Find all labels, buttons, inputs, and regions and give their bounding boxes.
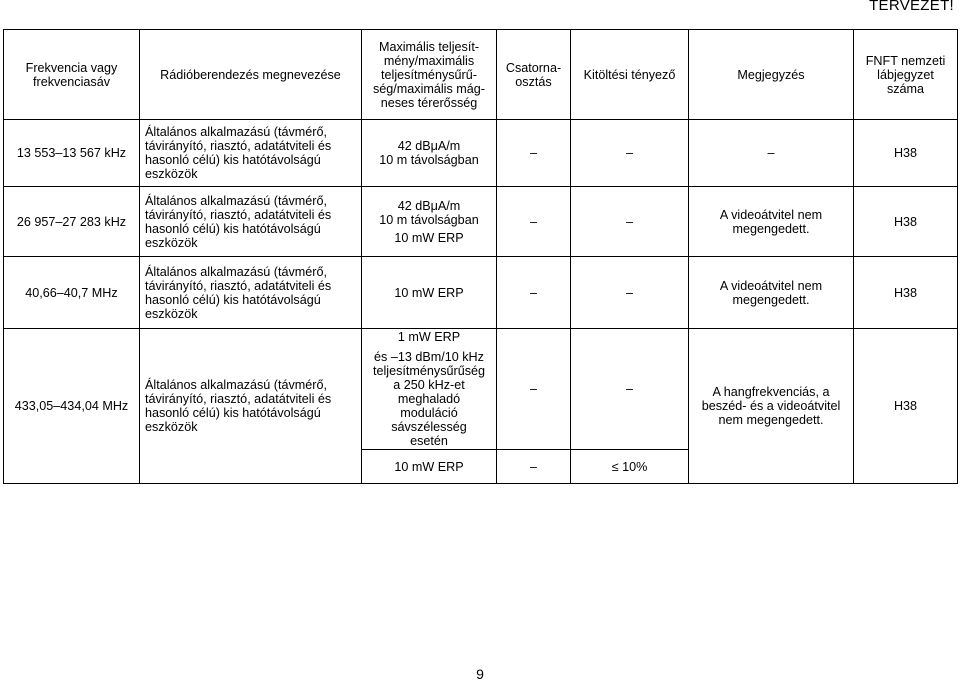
cell-power: 10 mW ERP (362, 257, 497, 329)
draft-label: TERVEZET! (869, 0, 954, 14)
header-fnft: FNFT nemzeti lábjegyzet száma (854, 30, 958, 120)
cell-note: A videoátvitel nem megengedett. (689, 187, 854, 257)
cell-fnft: H38 (854, 187, 958, 257)
cell-power-sub: 10 mW ERP (362, 450, 497, 484)
cell-note: A hangfrekvenciás, a beszéd- és a videoátvitel nem megengedett. (689, 329, 854, 484)
cell-power (362, 187, 497, 257)
cell-fnft: H38 (854, 257, 958, 329)
frequency-allocation-table (3, 29, 958, 484)
cell-channel: – (497, 120, 571, 187)
cell-channel-sub: – (497, 450, 571, 484)
cell-power (362, 120, 497, 187)
power-line: 10 mW ERP (394, 230, 464, 245)
cell-note: A videoátvitel nem megengedett. (689, 257, 854, 329)
table-header-row (4, 30, 958, 120)
cell-power (362, 329, 497, 450)
cell-channel: – (497, 257, 571, 329)
cell-freq: 26 957–27 283 kHz (4, 187, 140, 257)
table-row (4, 120, 958, 187)
cell-channel: – (497, 329, 571, 450)
header-freq: Frekvencia vagy frekvenciasáv (4, 30, 140, 120)
cell-duty: – (571, 329, 689, 450)
power-line: 42 dBμA/m (397, 139, 461, 153)
cell-freq: 13 553–13 567 kHz (4, 120, 140, 187)
cell-duty: – (571, 187, 689, 257)
cell-note: – (689, 120, 854, 187)
cell-device: Általános alkalmazású (távmérő, távirányító, riasztó, adatátviteli és hasonló célú) kis hatótávolságú eszközök (140, 187, 362, 257)
header-channel: Csatorna- osztás (497, 30, 571, 120)
power-line: és –13 dBm/10 kHz teljesítménysűrűség a 250 kHz-et meghaladó moduláció sávszélesség esetén (373, 350, 485, 448)
cell-freq: 40,66–40,7 MHz (4, 257, 140, 329)
header-duty: Kitöltési tényező (571, 30, 689, 120)
header-power: Maximális teljesít- mény/maximális teljesítménysűrű- ség/maximális mág- neses térerősség (362, 30, 497, 120)
header-note: Megjegyzés (689, 30, 854, 120)
power-line: 10 m távolságban (379, 153, 479, 167)
cell-device: Általános alkalmazású (távmérő, távirányító, riasztó, adatátviteli és hasonló célú) kis hatótávolságú eszközök (140, 329, 362, 484)
cell-device: Általános alkalmazású (távmérő, távirányító, riasztó, adatátviteli és hasonló célú) kis hatótávolságú eszközök (140, 257, 362, 329)
cell-fnft: H38 (854, 329, 958, 484)
header-device: Rádióberendezés megnevezése (140, 30, 362, 120)
cell-duty-sub: ≤ 10% (571, 450, 689, 484)
page-number: 9 (476, 666, 484, 682)
table-row (4, 257, 958, 329)
cell-freq: 433,05–434,04 MHz (4, 329, 140, 484)
power-line: 1 mW ERP (397, 330, 461, 344)
cell-duty: – (571, 257, 689, 329)
cell-device: Általános alkalmazású (távmérő, távirányító, riasztó, adatátviteli és hasonló célú) kis hatótávolságú eszközök (140, 120, 362, 187)
cell-channel: – (497, 187, 571, 257)
table-row (4, 187, 958, 257)
power-line: 42 dBμA/m (397, 198, 461, 213)
power-line: 10 m távolságban (379, 212, 479, 227)
table-row (4, 329, 958, 450)
cell-fnft: H38 (854, 120, 958, 187)
cell-duty: – (571, 120, 689, 187)
